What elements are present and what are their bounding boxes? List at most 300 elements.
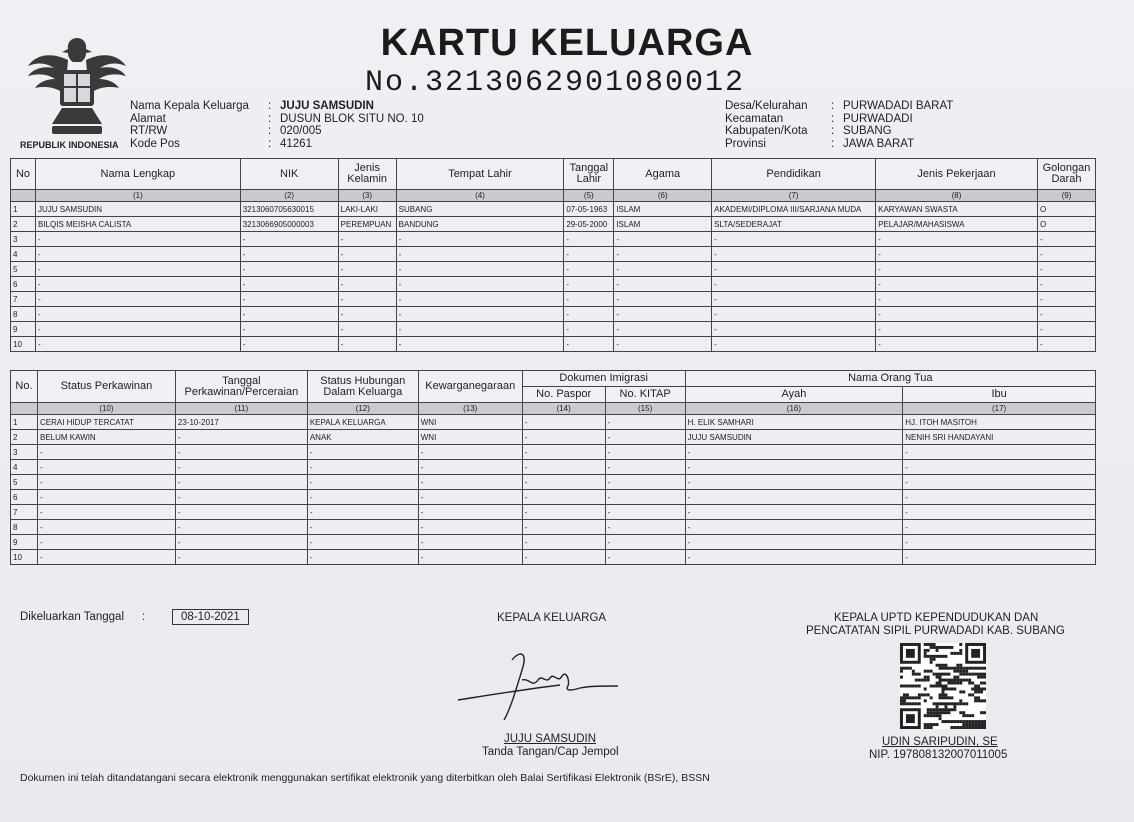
- t2-cell: -: [605, 475, 685, 490]
- t2-cell: -: [903, 475, 1096, 490]
- t2-cell: -: [605, 505, 685, 520]
- t2-cell: -: [605, 550, 685, 565]
- t2-cell: -: [605, 520, 685, 535]
- t1-cell: ISLAM: [614, 217, 712, 232]
- t2-cell: -: [685, 490, 903, 505]
- t1-header-cell: Jenis Pekerjaan: [876, 159, 1038, 190]
- t2-cell: -: [418, 490, 522, 505]
- t2-cell: 7: [11, 505, 38, 520]
- t1-col-number: (4): [396, 190, 564, 202]
- header-label: Desa/Kelurahan: [725, 100, 808, 112]
- t1-cell: -: [564, 307, 614, 322]
- t1-cell: -: [240, 337, 338, 352]
- table-row: [11, 292, 1096, 307]
- t1-cell: -: [564, 322, 614, 337]
- t1-header-cell: Tempat Lahir: [396, 159, 564, 190]
- republik-indonesia-label: REPUBLIK INDONESIA: [20, 140, 119, 150]
- header-colon: :: [268, 112, 272, 125]
- header-row: [130, 138, 424, 151]
- t1-col-number: (1): [35, 190, 240, 202]
- t1-cell: -: [396, 292, 564, 307]
- t1-cell: -: [614, 307, 712, 322]
- t2-cell: -: [522, 535, 605, 550]
- t1-cell: SUBANG: [396, 202, 564, 217]
- t1-header-cell: Jenis Kelamin: [338, 159, 396, 190]
- t2-cell: ANAK: [307, 430, 418, 445]
- t2-cell: -: [522, 520, 605, 535]
- t1-col-number: (3): [338, 190, 396, 202]
- t1-col-number: (5): [564, 190, 614, 202]
- t2-cell: -: [175, 475, 307, 490]
- t2-cell: 1: [11, 415, 38, 430]
- t1-header-cell: Nama Lengkap: [35, 159, 240, 190]
- t2-cell: 8: [11, 520, 38, 535]
- t1-cell: -: [1037, 292, 1095, 307]
- t2-cell: -: [685, 475, 903, 490]
- family-status-table: [10, 370, 1096, 565]
- table-row: [11, 247, 1096, 262]
- t1-cell: 7: [11, 292, 36, 307]
- t1-cell: -: [396, 277, 564, 292]
- t2-cell: -: [522, 430, 605, 445]
- t2-cell: NENIH SRI HANDAYANI: [903, 430, 1096, 445]
- t2-cell: 4: [11, 460, 38, 475]
- t2-cell: WNI: [418, 415, 522, 430]
- t2-cell: -: [418, 520, 522, 535]
- header-colon: :: [831, 125, 835, 137]
- t1-cell: 10: [11, 337, 36, 352]
- table-row: [11, 520, 1096, 535]
- t1-cell: -: [35, 232, 240, 247]
- t1-cell: -: [396, 247, 564, 262]
- t1-cell: -: [35, 277, 240, 292]
- t1-cell: -: [876, 322, 1038, 337]
- issued-date-label: Dikeluarkan Tanggal: [20, 611, 124, 623]
- t2-cell: -: [37, 445, 175, 460]
- t1-cell: -: [35, 247, 240, 262]
- t1-cell: -: [712, 292, 876, 307]
- header-colon: :: [268, 125, 272, 137]
- t1-cell: -: [876, 232, 1038, 247]
- t2-cell: -: [685, 550, 903, 565]
- pejabat-name: UDIN SARIPUDIN, SE: [882, 736, 998, 748]
- t1-cell: 6: [11, 277, 36, 292]
- t2-cell: -: [605, 535, 685, 550]
- t1-cell: -: [876, 337, 1038, 352]
- t2-cell: -: [37, 490, 175, 505]
- t1-cell: -: [396, 307, 564, 322]
- t2-cell: -: [37, 475, 175, 490]
- t2-cell: -: [307, 475, 418, 490]
- t1-cell: 5: [11, 262, 36, 277]
- t1-cell: -: [614, 262, 712, 277]
- t2-cell: -: [685, 520, 903, 535]
- t1-col-number: (2): [240, 190, 338, 202]
- t1-cell: -: [338, 322, 396, 337]
- t2-cell: KEPALA KELUARGA: [307, 415, 418, 430]
- t1-cell: -: [712, 232, 876, 247]
- t2-cell: WNI: [418, 430, 522, 445]
- col-no-kitap: No. KITAP: [605, 387, 685, 403]
- t2-cell: 10: [11, 550, 38, 565]
- table-row: [11, 307, 1096, 322]
- t1-cell: 4: [11, 247, 36, 262]
- t1-header-cell: Pendidikan: [712, 159, 876, 190]
- t1-cell: -: [240, 247, 338, 262]
- table-row: [11, 490, 1096, 505]
- signature-label: Tanda Tangan/Cap Jempol: [482, 746, 619, 758]
- t1-cell: ISLAM: [614, 202, 712, 217]
- col-tanggal-perkawinan: Tanggal Perkawinan/Perceraian: [175, 371, 307, 403]
- table-row: [11, 232, 1096, 247]
- t2-cell: -: [685, 445, 903, 460]
- t1-cell: 29-05-2000: [564, 217, 614, 232]
- t1-cell: -: [338, 232, 396, 247]
- t1-cell: -: [614, 247, 712, 262]
- t2-cell: -: [175, 520, 307, 535]
- t1-cell: -: [1037, 247, 1095, 262]
- t1-cell: -: [35, 262, 240, 277]
- t2-cell: -: [903, 535, 1096, 550]
- t1-cell: -: [712, 322, 876, 337]
- header-value: JAWA BARAT: [843, 137, 915, 150]
- col-kewarganegaraan: Kewarganegaraan: [418, 371, 522, 403]
- issued-date-colon: :: [142, 611, 146, 623]
- t2-col-number: (14): [522, 403, 605, 415]
- header-colon: :: [268, 137, 272, 150]
- table-row: [11, 535, 1096, 550]
- t1-cell: -: [338, 277, 396, 292]
- t1-cell: -: [564, 337, 614, 352]
- t2-cell: -: [522, 550, 605, 565]
- t1-header-cell: NIK: [240, 159, 338, 190]
- issued-date-value: 08-10-2021: [172, 609, 249, 625]
- t1-cell: -: [1037, 337, 1095, 352]
- t1-cell: -: [712, 337, 876, 352]
- t1-col-number: (9): [1037, 190, 1095, 202]
- t1-header-cell: Golongan Darah: [1037, 159, 1095, 190]
- table-row: [11, 322, 1096, 337]
- t2-cell: -: [522, 490, 605, 505]
- t2-cell: -: [175, 445, 307, 460]
- table-row: [11, 262, 1096, 277]
- t1-cell: O: [1037, 217, 1095, 232]
- header-label: Provinsi: [725, 137, 766, 150]
- t1-cell: 3213060705630015: [240, 202, 338, 217]
- header-label: Kecamatan: [725, 112, 784, 125]
- t2-cell: -: [175, 505, 307, 520]
- t2-cell: 5: [11, 475, 38, 490]
- qr-code-icon: [895, 643, 991, 729]
- t1-cell: -: [240, 292, 338, 307]
- t1-cell: -: [564, 247, 614, 262]
- col-ibu: Ibu: [903, 387, 1096, 403]
- t2-cell: -: [903, 445, 1096, 460]
- t1-cell: -: [338, 262, 396, 277]
- t2-cell: -: [522, 460, 605, 475]
- t1-cell: PEREMPUAN: [338, 217, 396, 232]
- header-label: Nama Kepala Keluarga: [130, 100, 249, 112]
- header-row: [130, 113, 424, 126]
- t1-cell: -: [712, 247, 876, 262]
- col-nama-orang-tua: Nama Orang Tua: [685, 371, 1095, 387]
- family-members-table: [10, 158, 1096, 352]
- header-left-info: [130, 100, 424, 150]
- t1-cell: 9: [11, 322, 36, 337]
- t1-cell: BANDUNG: [396, 217, 564, 232]
- t1-cell: -: [1037, 307, 1095, 322]
- t2-cell: JUJU SAMSUDIN: [685, 430, 903, 445]
- t2-cell: -: [605, 445, 685, 460]
- header-value: PURWADADI BARAT: [843, 100, 954, 112]
- header-label: Kode Pos: [130, 137, 180, 150]
- t1-cell: -: [614, 232, 712, 247]
- t1-cell: -: [240, 307, 338, 322]
- t1-cell: -: [338, 307, 396, 322]
- t2-cell: -: [685, 535, 903, 550]
- header-value: PURWADADI: [843, 112, 913, 125]
- table-row: [11, 337, 1096, 352]
- t1-header-cell: Tanggal Lahir: [564, 159, 614, 190]
- t2-cell: -: [418, 475, 522, 490]
- t1-cell: -: [1037, 322, 1095, 337]
- t2-col-number: (12): [307, 403, 418, 415]
- t2-cell: -: [418, 535, 522, 550]
- t1-cell: -: [240, 277, 338, 292]
- t2-col-number: [11, 403, 38, 415]
- t1-header-cell: No: [11, 159, 36, 190]
- t1-cell: -: [564, 262, 614, 277]
- t2-cell: -: [903, 505, 1096, 520]
- t1-cell: 3: [11, 232, 36, 247]
- t2-cell: -: [903, 490, 1096, 505]
- header-colon: :: [831, 137, 835, 150]
- t1-cell: -: [712, 277, 876, 292]
- t2-cell: BELUM KAWIN: [37, 430, 175, 445]
- t2-cell: -: [175, 460, 307, 475]
- t1-cell: -: [614, 337, 712, 352]
- t2-cell: -: [605, 460, 685, 475]
- t1-col-number: [11, 190, 36, 202]
- col-status-perkawinan: Status Perkawinan: [37, 371, 175, 403]
- t2-cell: -: [175, 535, 307, 550]
- t2-cell: -: [37, 460, 175, 475]
- t2-cell: -: [605, 490, 685, 505]
- t2-cell: -: [175, 550, 307, 565]
- t1-col-number: (8): [876, 190, 1038, 202]
- t2-cell: -: [307, 460, 418, 475]
- uptd-title-line1: KEPALA UPTD KEPENDUDUKAN DAN: [834, 612, 1039, 624]
- t2-cell: -: [37, 550, 175, 565]
- t1-cell: -: [876, 307, 1038, 322]
- table-row: [11, 460, 1096, 475]
- t1-col-number: (7): [712, 190, 876, 202]
- t2-cell: H. ELIK SAMHARI: [685, 415, 903, 430]
- t1-cell: -: [1037, 232, 1095, 247]
- t2-cell: -: [418, 460, 522, 475]
- table-row: [11, 445, 1096, 460]
- t1-cell: -: [240, 262, 338, 277]
- kepala-keluarga-name: JUJU SAMSUDIN: [504, 733, 597, 745]
- t1-cell: -: [876, 247, 1038, 262]
- col-no: No.: [11, 371, 38, 403]
- col-dokumen-imigrasi: Dokumen Imigrasi: [522, 371, 685, 387]
- header-value: 41261: [280, 137, 312, 150]
- table-row: [11, 550, 1096, 565]
- t2-cell: -: [307, 520, 418, 535]
- t1-cell: O: [1037, 202, 1095, 217]
- header-row: [725, 100, 953, 113]
- t1-cell: JUJU SAMSUDIN: [35, 202, 240, 217]
- t1-cell: -: [396, 262, 564, 277]
- t2-cell: 2: [11, 430, 38, 445]
- t2-col-number: (11): [175, 403, 307, 415]
- t2-cell: -: [903, 460, 1096, 475]
- header-colon: :: [268, 100, 272, 112]
- table-row: [11, 430, 1096, 445]
- t1-cell: -: [35, 292, 240, 307]
- t1-cell: SLTA/SEDERAJAT: [712, 217, 876, 232]
- t2-cell: -: [307, 505, 418, 520]
- t1-cell: -: [614, 277, 712, 292]
- header-row: [725, 113, 953, 126]
- header-value: 020/005: [280, 125, 322, 137]
- t1-cell: -: [396, 232, 564, 247]
- t1-cell: -: [240, 232, 338, 247]
- header-colon: :: [831, 100, 835, 112]
- header-row: [725, 138, 953, 151]
- table-row: [11, 217, 1096, 232]
- t1-cell: -: [876, 277, 1038, 292]
- t2-cell: -: [685, 460, 903, 475]
- t1-cell: -: [35, 322, 240, 337]
- t1-cell: 8: [11, 307, 36, 322]
- table-row: [11, 415, 1096, 430]
- table-row: [11, 277, 1096, 292]
- t2-cell: -: [175, 430, 307, 445]
- header-label: Alamat: [130, 112, 166, 125]
- t1-cell: 1: [11, 202, 36, 217]
- t1-cell: -: [712, 262, 876, 277]
- t2-col-number: (10): [37, 403, 175, 415]
- kepala-keluarga-label: KEPALA KELUARGA: [497, 612, 607, 624]
- t1-cell: -: [614, 322, 712, 337]
- header-colon: :: [831, 112, 835, 125]
- t2-cell: -: [522, 415, 605, 430]
- t1-cell: 07-05-1963: [564, 202, 614, 217]
- t1-cell: PELAJAR/MAHASISWA: [876, 217, 1038, 232]
- col-no-paspor: No. Paspor: [522, 387, 605, 403]
- t2-cell: 3: [11, 445, 38, 460]
- t1-cell: -: [338, 247, 396, 262]
- t2-cell: -: [685, 505, 903, 520]
- t2-cell: -: [522, 505, 605, 520]
- t1-cell: -: [712, 307, 876, 322]
- t1-cell: -: [338, 292, 396, 307]
- t1-cell: -: [338, 337, 396, 352]
- signature-icon: [450, 640, 630, 730]
- t2-cell: -: [605, 415, 685, 430]
- t1-cell: -: [876, 292, 1038, 307]
- t2-cell: -: [307, 490, 418, 505]
- t1-cell: KARYAWAN SWASTA: [876, 202, 1038, 217]
- t1-cell: AKADEMI/DIPLOMA III/SARJANA MUDA: [712, 202, 876, 217]
- t2-col-number: (17): [903, 403, 1096, 415]
- t1-cell: -: [564, 232, 614, 247]
- t1-col-number: (6): [614, 190, 712, 202]
- t2-cell: -: [903, 550, 1096, 565]
- t2-cell: -: [307, 550, 418, 565]
- t1-cell: -: [564, 292, 614, 307]
- t2-cell: -: [522, 445, 605, 460]
- col-ayah: Ayah: [685, 387, 903, 403]
- kk-number: No.3213062901080012: [365, 66, 746, 100]
- table-row: [11, 202, 1096, 217]
- table-row: [11, 505, 1096, 520]
- t2-cell: -: [522, 475, 605, 490]
- t1-cell: -: [35, 337, 240, 352]
- t2-cell: 23-10-2017: [175, 415, 307, 430]
- header-row: [725, 125, 953, 138]
- header-value: JUJU SAMSUDIN: [280, 100, 374, 112]
- uptd-title-line2: PENCATATAN SIPIL PURWADADI KAB. SUBANG: [806, 625, 1065, 637]
- t2-col-number: (13): [418, 403, 522, 415]
- t2-cell: -: [175, 490, 307, 505]
- document-title: KARTU KELUARGA: [380, 22, 754, 64]
- header-value: SUBANG: [843, 125, 892, 137]
- t2-col-number: (15): [605, 403, 685, 415]
- t1-cell: -: [240, 322, 338, 337]
- t2-cell: -: [37, 520, 175, 535]
- t1-cell: -: [396, 322, 564, 337]
- t1-cell: -: [876, 262, 1038, 277]
- header-label: Kabupaten/Kota: [725, 125, 808, 137]
- t2-cell: -: [307, 445, 418, 460]
- t1-cell: -: [614, 292, 712, 307]
- t1-cell: -: [1037, 262, 1095, 277]
- header-row: [130, 100, 424, 113]
- t1-cell: 2: [11, 217, 36, 232]
- t1-cell: -: [1037, 277, 1095, 292]
- t1-cell: 3213066905000003: [240, 217, 338, 232]
- t2-cell: HJ. ITOH MASITOH: [903, 415, 1096, 430]
- t2-cell: -: [903, 520, 1096, 535]
- t2-cell: -: [418, 550, 522, 565]
- t2-cell: CERAI HIDUP TERCATAT: [37, 415, 175, 430]
- t2-cell: -: [37, 535, 175, 550]
- t1-header-cell: Agama: [614, 159, 712, 190]
- pejabat-nip: NIP. 197808132007011005: [869, 749, 1008, 761]
- t1-cell: -: [396, 337, 564, 352]
- header-row: [130, 125, 424, 138]
- table-row: [11, 475, 1096, 490]
- t2-cell: -: [418, 445, 522, 460]
- t2-col-number: (16): [685, 403, 903, 415]
- header-label: RT/RW: [130, 125, 168, 137]
- t1-cell: LAKI-LAKI: [338, 202, 396, 217]
- col-status-hubungan: Status Hubungan Dalam Keluarga: [307, 371, 418, 403]
- t2-cell: 9: [11, 535, 38, 550]
- t2-cell: -: [418, 505, 522, 520]
- footer-note: Dokumen ini telah ditandatangani secara elektronik menggunakan sertifikat elektronik yang diterbitkan oleh Balai Sertifikasi Elektronik (BSrE), BSSN: [20, 772, 710, 784]
- t2-cell: -: [37, 505, 175, 520]
- header-right-info: [725, 100, 953, 150]
- t1-cell: -: [35, 307, 240, 322]
- t2-cell: -: [307, 535, 418, 550]
- t2-cell: 6: [11, 490, 38, 505]
- header-value: DUSUN BLOK SITU NO. 10: [280, 112, 424, 125]
- t1-cell: BILQIS MEISHA CALISTA: [35, 217, 240, 232]
